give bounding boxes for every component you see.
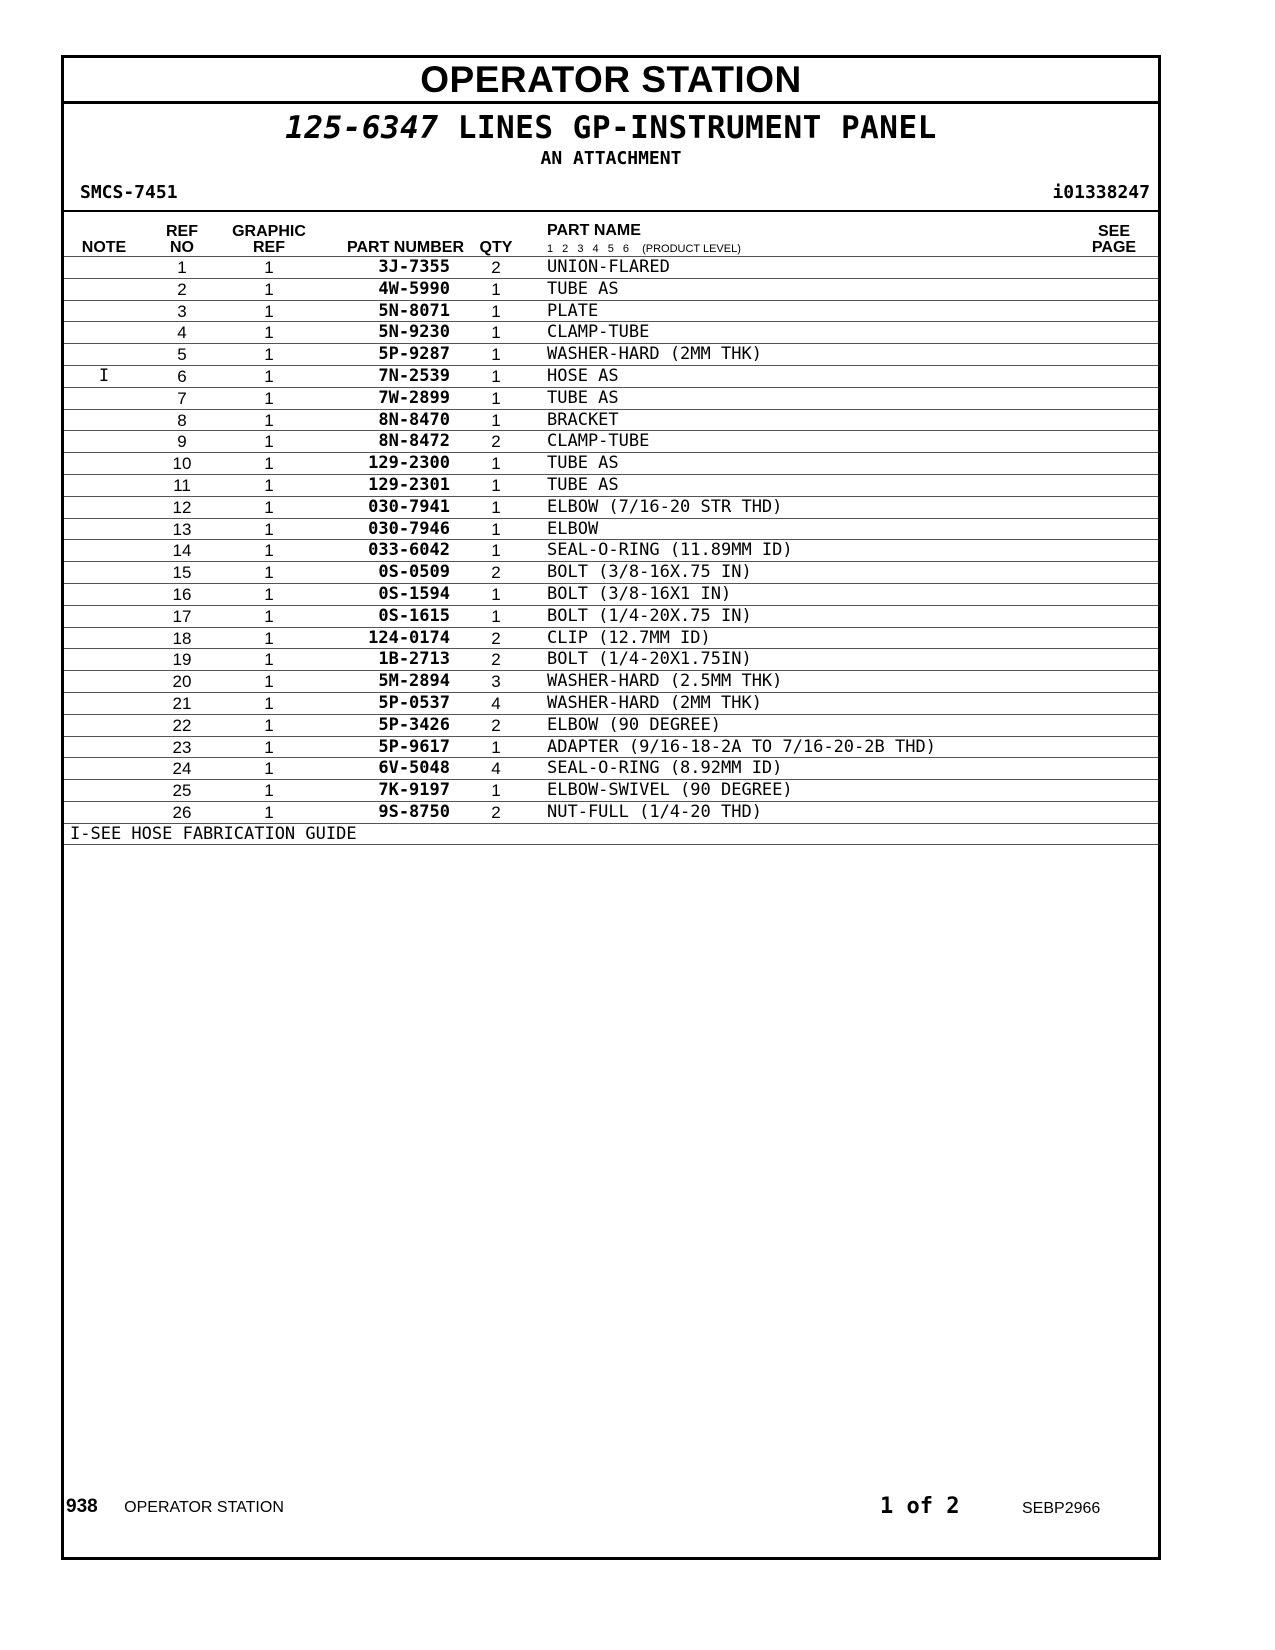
part-number-cell: 7W-2899 — [378, 387, 450, 408]
graphic-ref-cell: 1 — [264, 301, 274, 321]
qty-cell: 2 — [491, 563, 501, 583]
part-number-cell: 030-7946 — [368, 518, 450, 539]
qty-cell: 1 — [491, 301, 501, 321]
part-number-cell: 0S-1615 — [378, 605, 450, 626]
product-level-header — [547, 242, 741, 256]
graphic-ref-cell: 1 — [264, 715, 274, 735]
table-row — [64, 321, 1158, 343]
footer-page-number: 938 — [66, 1496, 98, 1517]
qty-cell: 1 — [491, 737, 501, 757]
qty-cell: 1 — [491, 497, 501, 517]
graphic-ref-cell: 1 — [264, 323, 274, 343]
ref-no-cell: 26 — [172, 802, 192, 822]
qty-cell: 1 — [491, 781, 501, 801]
table-row — [64, 518, 1158, 540]
qty-cell: 1 — [491, 388, 501, 408]
part-number-cell: 033-6042 — [368, 540, 450, 561]
footer-section: OPERATOR STATION — [124, 1499, 284, 1516]
ref-no-cell: 22 — [172, 715, 192, 735]
qty-cell: 2 — [491, 628, 501, 648]
graphic-ref-cell: 1 — [264, 563, 274, 583]
part-name-cell: PLATE — [547, 300, 599, 321]
table-row — [64, 387, 1158, 409]
qty-cell: 2 — [491, 802, 501, 822]
qty-cell: 1 — [491, 279, 501, 299]
table-row — [64, 561, 1158, 583]
qty-cell: 1 — [491, 366, 501, 386]
table-row — [64, 714, 1158, 736]
title-divider — [64, 101, 1158, 104]
graphic-ref-cell: 1 — [264, 497, 274, 517]
ref-no-cell: 8 — [177, 410, 187, 430]
part-name-cell: TUBE AS — [547, 474, 619, 495]
ref-no-cell: 13 — [172, 519, 192, 539]
part-number-cell: 7K-9197 — [378, 780, 450, 801]
table-row — [64, 736, 1158, 758]
note-cell: I — [98, 365, 110, 386]
part-name-cell: SEAL-O-RING (11.89MM ID) — [547, 540, 793, 561]
footnote-row — [64, 823, 1158, 845]
part-number-cell: 5N-8071 — [378, 300, 450, 321]
table-row — [64, 627, 1158, 649]
table-row — [64, 801, 1158, 823]
ref-no-cell: 23 — [172, 737, 192, 757]
graphic-ref-cell: 1 — [264, 781, 274, 801]
qty-cell: 4 — [491, 759, 501, 779]
column-header-graphic-bottom: REF — [253, 239, 285, 256]
qty-cell: 2 — [491, 432, 501, 452]
table-row — [64, 757, 1158, 779]
column-header-graphic-top: GRAPHIC — [232, 223, 306, 240]
part-name-cell: ADAPTER (9/16-18-2A TO 7/16-20-2B THD) — [547, 736, 936, 757]
group-number: 125-6347 — [285, 110, 439, 146]
column-header-ref-top: REF — [166, 223, 198, 240]
graphic-ref-cell: 1 — [264, 693, 274, 713]
part-number-cell: 0S-0509 — [378, 562, 450, 583]
part-number-cell: 5P-9287 — [378, 344, 450, 365]
table-row — [64, 300, 1158, 322]
part-number-cell: 7N-2539 — [378, 365, 450, 386]
ref-no-cell: 10 — [172, 454, 192, 474]
graphic-ref-cell: 1 — [264, 759, 274, 779]
part-name-cell: BOLT (3/8-16X.75 IN) — [547, 562, 752, 583]
table-row — [64, 496, 1158, 518]
ref-no-cell: 16 — [172, 584, 192, 604]
ref-no-cell: 3 — [177, 301, 187, 321]
table-row — [64, 539, 1158, 561]
footer-left — [66, 1497, 284, 1518]
table-row — [64, 583, 1158, 605]
column-header-see-page — [1084, 224, 1144, 256]
ref-no-cell: 9 — [177, 432, 187, 452]
column-header-graphic-ref — [224, 224, 314, 256]
ref-no-cell: 24 — [172, 759, 192, 779]
part-name-cell: ELBOW (90 DEGREE) — [547, 714, 721, 735]
part-number-cell: 1B-2713 — [378, 649, 450, 670]
part-name-cell: BOLT (3/8-16X1 IN) — [547, 583, 732, 604]
graphic-ref-cell: 1 — [264, 672, 274, 692]
part-number-cell: 0S-1594 — [378, 583, 450, 604]
footer-doc-id: SEBP2966 — [1022, 1500, 1101, 1517]
ref-no-cell: 15 — [172, 563, 192, 583]
column-header-note: NOTE — [81, 239, 127, 256]
qty-cell: 1 — [491, 475, 501, 495]
graphic-ref-cell: 1 — [264, 628, 274, 648]
column-header-ref-bottom: NO — [170, 239, 194, 256]
graphic-ref-cell: 1 — [264, 519, 274, 539]
product-level-label: (PRODUCT LEVEL) — [642, 243, 741, 255]
ref-no-cell: 18 — [172, 628, 192, 648]
graphic-ref-cell: 1 — [264, 475, 274, 495]
graphic-ref-cell: 1 — [264, 345, 274, 365]
ref-no-cell: 6 — [177, 366, 187, 386]
header-divider — [64, 210, 1158, 212]
column-header-part-number: PART NUMBER — [346, 239, 464, 256]
graphic-ref-cell: 1 — [264, 606, 274, 626]
part-number-cell: 5M-2894 — [378, 671, 450, 692]
part-number-cell: 9S-8750 — [378, 801, 450, 822]
qty-cell: 2 — [491, 650, 501, 670]
part-number-cell: 129-2301 — [368, 474, 450, 495]
qty-cell: 4 — [491, 693, 501, 713]
table-row — [64, 474, 1158, 496]
ref-no-cell: 12 — [172, 497, 192, 517]
table-row — [64, 278, 1158, 300]
column-header-see-bottom: PAGE — [1091, 239, 1137, 256]
part-name-cell: UNION-FLARED — [547, 257, 670, 277]
part-name-cell: WASHER-HARD (2.5MM THK) — [547, 671, 783, 692]
page-frame — [61, 55, 1161, 1560]
table-row — [64, 343, 1158, 365]
part-number-cell: 8N-8472 — [378, 431, 450, 452]
table-row — [64, 605, 1158, 627]
page-title: OPERATOR STATION — [420, 59, 802, 100]
qty-cell: 1 — [491, 345, 501, 365]
table-row — [64, 779, 1158, 801]
part-name-cell: TUBE AS — [547, 278, 619, 299]
table-row — [64, 670, 1158, 692]
table-row — [64, 409, 1158, 431]
part-number-cell: 4W-5990 — [378, 278, 450, 299]
ref-no-cell: 5 — [177, 345, 187, 365]
column-header-ref-no — [152, 224, 212, 256]
part-name-cell: CLAMP-TUBE — [547, 322, 650, 343]
table-row — [64, 648, 1158, 670]
part-name-cell: WASHER-HARD (2MM THK) — [547, 344, 762, 365]
illustration-id: i01338247 — [1052, 182, 1150, 203]
part-name-cell: BOLT (1/4-20X.75 IN) — [547, 605, 752, 626]
qty-cell: 2 — [491, 258, 501, 277]
part-name-cell: TUBE AS — [547, 453, 619, 474]
ref-no-cell: 2 — [177, 279, 187, 299]
graphic-ref-cell: 1 — [264, 410, 274, 430]
part-name-cell: CLIP (12.7MM ID) — [547, 627, 711, 648]
part-number-cell: 8N-8470 — [378, 409, 450, 430]
footer-page-of: 1 of 2 — [880, 1494, 960, 1519]
qty-cell: 1 — [491, 519, 501, 539]
product-level-numbers: 1 2 3 4 5 6 — [547, 243, 629, 255]
part-number-cell: 3J-7355 — [378, 257, 450, 277]
smcs-code: SMCS-7451 — [80, 182, 178, 203]
footnote-text: I-SEE HOSE FABRICATION GUIDE — [70, 823, 357, 844]
part-number-cell: 5N-9230 — [378, 322, 450, 343]
qty-cell: 2 — [491, 715, 501, 735]
graphic-ref-cell: 1 — [264, 650, 274, 670]
table-row — [64, 692, 1158, 714]
part-name-cell: TUBE AS — [547, 387, 619, 408]
ref-no-cell: 14 — [172, 541, 192, 561]
part-number-cell: 030-7941 — [368, 496, 450, 517]
column-header-see-top: SEE — [1097, 223, 1130, 240]
graphic-ref-cell: 1 — [264, 737, 274, 757]
group-title — [64, 110, 1158, 146]
part-number-cell: 5P-3426 — [378, 714, 450, 735]
part-name-cell: WASHER-HARD (2MM THK) — [547, 692, 762, 713]
ref-no-cell: 17 — [172, 606, 192, 626]
graphic-ref-cell: 1 — [264, 802, 274, 822]
part-number-cell: 124-0174 — [368, 627, 450, 648]
part-name-cell: ELBOW — [547, 518, 599, 539]
graphic-ref-cell: 1 — [264, 279, 274, 299]
ref-no-cell: 21 — [172, 693, 192, 713]
ref-no-cell: 7 — [177, 388, 187, 408]
ref-no-cell: 11 — [173, 475, 191, 495]
ref-no-cell: 1 — [177, 258, 187, 277]
group-subtitle: AN ATTACHMENT — [540, 148, 682, 169]
ref-no-cell: 20 — [172, 672, 192, 692]
graphic-ref-cell: 1 — [264, 366, 274, 386]
table-row — [64, 430, 1158, 452]
column-header-qty: QTY — [479, 239, 513, 256]
part-name-cell: ELBOW (7/16-20 STR THD) — [547, 496, 783, 517]
parts-table — [64, 256, 1158, 845]
table-row — [64, 452, 1158, 474]
qty-cell: 3 — [491, 672, 501, 692]
part-number-cell: 5P-9617 — [378, 736, 450, 757]
part-number-cell: 5P-0537 — [378, 692, 450, 713]
part-name-cell: BOLT (1/4-20X1.75IN) — [547, 649, 752, 670]
part-number-cell: 129-2300 — [368, 453, 450, 474]
part-name-cell: HOSE AS — [547, 365, 619, 386]
ref-no-cell: 19 — [172, 650, 192, 670]
part-number-cell: 6V-5048 — [378, 758, 450, 779]
qty-cell: 1 — [491, 323, 501, 343]
part-name-cell: CLAMP-TUBE — [547, 431, 650, 452]
part-name-cell: ELBOW-SWIVEL (90 DEGREE) — [547, 780, 793, 801]
column-header-part-name: PART NAME — [547, 222, 641, 239]
table-row — [64, 365, 1158, 387]
graphic-ref-cell: 1 — [264, 454, 274, 474]
part-name-cell: NUT-FULL (1/4-20 THD) — [547, 801, 762, 822]
qty-cell: 1 — [491, 584, 501, 604]
graphic-ref-cell: 1 — [264, 258, 274, 277]
table-row — [64, 256, 1158, 278]
qty-cell: 1 — [491, 454, 501, 474]
qty-cell: 1 — [491, 410, 501, 430]
graphic-ref-cell: 1 — [264, 388, 274, 408]
graphic-ref-cell: 1 — [264, 432, 274, 452]
part-name-cell: BRACKET — [547, 409, 619, 430]
qty-cell: 1 — [491, 606, 501, 626]
qty-cell: 1 — [491, 541, 501, 561]
part-name-cell: SEAL-O-RING (8.92MM ID) — [547, 758, 783, 779]
ref-no-cell: 25 — [172, 781, 192, 801]
ref-no-cell: 4 — [177, 323, 187, 343]
graphic-ref-cell: 1 — [264, 541, 274, 561]
graphic-ref-cell: 1 — [264, 584, 274, 604]
group-name: LINES GP-INSTRUMENT PANEL — [457, 110, 937, 146]
